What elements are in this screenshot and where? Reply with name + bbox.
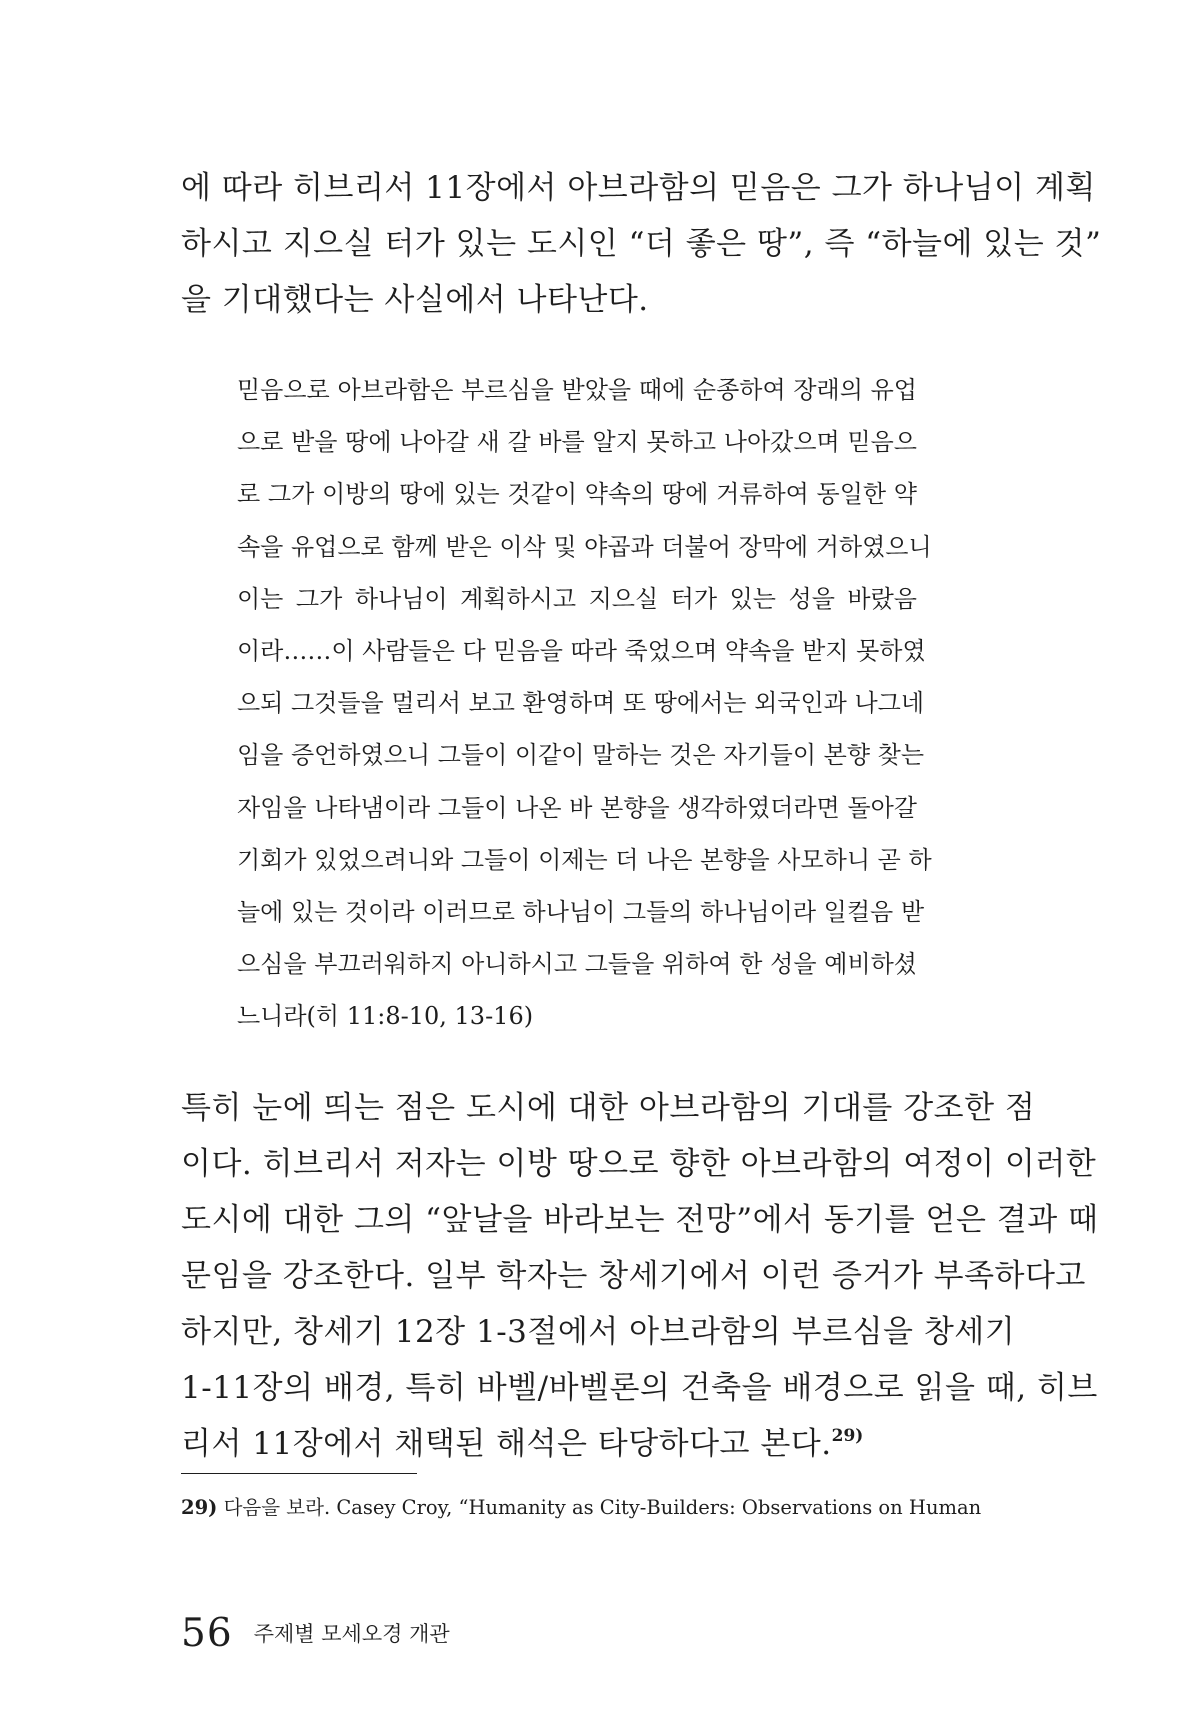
footnote-text: 다음을 보라. Casey Croy, “Humanity as City-Builders: Observations on Human [223, 1496, 982, 1519]
footnote-divider [181, 1473, 417, 1474]
body-line: 1-11장의 배경, 특히 바벨/바벨론의 건축을 배경으로 읽을 때, 히브 [181, 1370, 1098, 1406]
quote-line: 으로 받을 땅에 나아갈 새 갈 바를 알지 못하고 나아갔으며 믿음으 [237, 428, 917, 457]
quote-line: 믿음으로 아브라함은 부르심을 받았을 때에 순종하여 장래의 유업 [237, 376, 917, 404]
body-line-text: 리서 11장에서 채택된 해석은 타당하다고 본다. [181, 1426, 832, 1462]
body-line: 을 기대했다는 사실에서 나타난다. [181, 282, 649, 318]
body-line: 하시고 지으실 터가 있는 도시인 “더 좋은 땅”, 즉 “하늘에 있는 것” [181, 226, 1102, 262]
body-line: 문임을 강조한다. 일부 학자는 창세기에서 이런 증거가 부족하다고 [181, 1258, 1086, 1294]
quote-line: 이라……이 사람들은 다 믿음을 따라 죽었으며 약속을 받지 못하였 [237, 636, 926, 665]
quote-line: 으되 그것들을 멀리서 보고 환영하며 또 땅에서는 외국인과 나그네 [237, 689, 924, 718]
quote-line: 기회가 있었으려니와 그들이 이제는 더 나은 본향을 사모하니 곧 하 [237, 845, 932, 874]
running-title: 주제별 모세오경 개관 [253, 1622, 450, 1646]
quote-line: 속을 유업으로 함께 받은 이삭 및 야곱과 더불어 장막에 거하였으니 [237, 532, 932, 561]
quote-line: 임을 증언하였으니 그들이 이같이 말하는 것은 자기들이 본향 찾는 [237, 741, 924, 770]
body-paragraph-2 [181, 1080, 1099, 1472]
body-line: 이다. 히브리서 저자는 이방 땅으로 향한 아브라함의 여정이 이러한 [181, 1146, 1097, 1182]
footnote [181, 1493, 982, 1523]
page-number: 56 [181, 1611, 233, 1656]
block-quote [237, 364, 932, 1042]
footnote-reference[interactable]: 29) [831, 1426, 864, 1446]
quote-line: 자임을 나타냄이라 그들이 나온 바 본향을 생각하였더라면 돌아갈 [237, 793, 917, 822]
quote-citation-line: 느니라(히 11:8-10, 13-16) [237, 1002, 534, 1031]
body-line-last [181, 1416, 971, 1472]
quote-line: 이는 그가 하나님이 계획하시고 지으실 터가 있는 성을 바랐음 [237, 584, 917, 613]
body-paragraph-1 [181, 160, 1102, 328]
body-line: 도시에 대한 그의 “앞날을 바라보는 전망”에서 동기를 얻은 결과 때 [181, 1202, 1099, 1238]
quote-line: 으심을 부끄러워하지 아니하시고 그들을 위하여 한 성을 예비하셨 [237, 950, 917, 979]
body-line: 특히 눈에 띄는 점은 도시에 대한 아브라함의 기대를 강조한 점 [181, 1090, 1036, 1126]
body-line: 하지만, 창세기 12장 1-3절에서 아브라함의 부르심을 창세기 [181, 1314, 1016, 1350]
body-line: 에 따라 히브리서 11장에서 아브라함의 믿음은 그가 하나님이 계획 [181, 170, 1096, 206]
footnote-number: 29) [181, 1496, 218, 1519]
quote-line: 늘에 있는 것이라 이러므로 하나님이 그들의 하나님이라 일컬음 받 [237, 897, 924, 926]
quote-line: 로 그가 이방의 땅에 있는 것같이 약속의 땅에 거류하여 동일한 약 [237, 480, 917, 509]
page-footer [181, 1609, 450, 1659]
